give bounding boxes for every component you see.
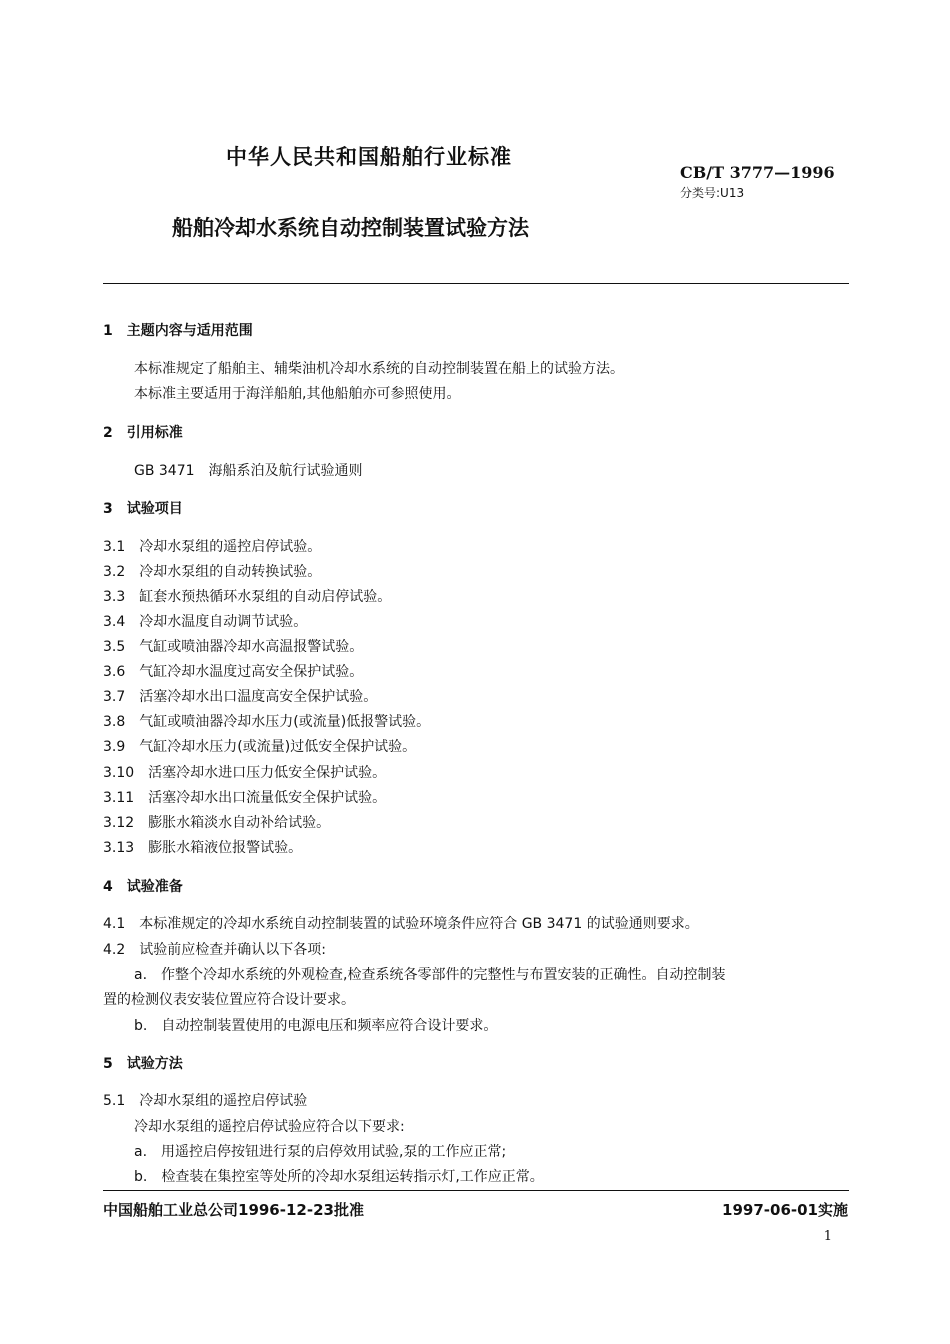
test-item: 3.6 气缸冷却水温度过高安全保护试验。 xyxy=(103,664,364,680)
test-item: 3.10 活塞冷却水进口压力低安全保护试验。 xyxy=(103,765,387,781)
test-item: 3.9 气缸冷却水压力(或流量)过低安全保护试验。 xyxy=(103,739,417,755)
test-item: 3.3 缸套水预热循环水泵组的自动启停试验。 xyxy=(103,589,392,605)
clause-5-1-a: a. 用遥控启停按钮进行泵的启停效用试验,泵的工作应正常; xyxy=(134,1144,507,1160)
test-item: 3.13 膨胀水箱液位报警试验。 xyxy=(103,840,303,856)
test-item: 3.11 活塞冷却水出口流量低安全保护试验。 xyxy=(103,790,387,806)
section-1-paragraph-2: 本标准主要适用于海洋船舶,其他船舶亦可参照使用。 xyxy=(134,386,461,402)
test-item: 3.7 活塞冷却水出口温度高安全保护试验。 xyxy=(103,689,378,705)
referenced-standard: GB 3471 海船系泊及航行试验通则 xyxy=(134,463,363,479)
section-2-heading: 2 引用标准 xyxy=(103,425,183,441)
section-1-heading: 1 主题内容与适用范围 xyxy=(103,323,253,339)
clause-5-1-intro: 冷却水泵组的遥控启停试验应符合以下要求: xyxy=(134,1119,405,1135)
implementation-date: 1997-06-01实施 xyxy=(722,1201,848,1219)
header-divider xyxy=(103,283,849,284)
standard-header: 中华人民共和国船舶行业标准 xyxy=(226,145,512,169)
approval-line: 中国船舶工业总公司1996-12-23批准 xyxy=(103,1201,364,1219)
test-item: 3.1 冷却水泵组的遥控启停试验。 xyxy=(103,539,322,555)
standard-code: CB/T 3777—1996 xyxy=(680,163,835,182)
footer-divider xyxy=(103,1190,849,1191)
test-item: 3.8 气缸或喷油器冷却水压力(或流量)低报警试验。 xyxy=(103,714,431,730)
clause-4-2-a-line-2: 置的检测仪表安装位置应符合设计要求。 xyxy=(103,992,355,1008)
clause-5-1-heading: 5.1 冷却水泵组的遥控启停试验 xyxy=(103,1093,308,1109)
section-1-paragraph-1: 本标准规定了船舶主、辅柴油机冷却水系统的自动控制装置在船上的试验方法。 xyxy=(134,361,624,377)
section-4-heading: 4 试验准备 xyxy=(103,879,183,895)
page-number: 1 xyxy=(823,1229,832,1244)
test-item: 3.4 冷却水温度自动调节试验。 xyxy=(103,614,308,630)
test-item: 3.2 冷却水泵组的自动转换试验。 xyxy=(103,564,322,580)
test-item: 3.12 膨胀水箱淡水自动补给试验。 xyxy=(103,815,331,831)
test-item: 3.5 气缸或喷油器冷却水高温报警试验。 xyxy=(103,639,364,655)
document-title: 船舶冷却水系统自动控制装置试验方法 xyxy=(172,216,529,240)
clause-5-1-b: b. 检查装在集控室等处所的冷却水泵组运转指示灯,工作应正常。 xyxy=(134,1169,544,1185)
clause-4-2: 4.2 试验前应检查并确认以下各项: xyxy=(103,942,326,958)
clause-4-1: 4.1 本标准规定的冷却水系统自动控制装置的试验环境条件应符合 GB 3471 的试验通则要求。 xyxy=(103,916,699,932)
section-5-heading: 5 试验方法 xyxy=(103,1056,183,1072)
clause-4-2-b: b. 自动控制装置使用的电源电压和频率应符合设计要求。 xyxy=(134,1018,498,1034)
section-3-heading: 3 试验项目 xyxy=(103,501,183,517)
clause-4-2-a-line-1: a. 作整个冷却水系统的外观检查,检查系统各零部件的完整性与布置安装的正确性。自动控制装 xyxy=(134,967,726,983)
classification-number: 分类号:U13 xyxy=(680,186,745,200)
